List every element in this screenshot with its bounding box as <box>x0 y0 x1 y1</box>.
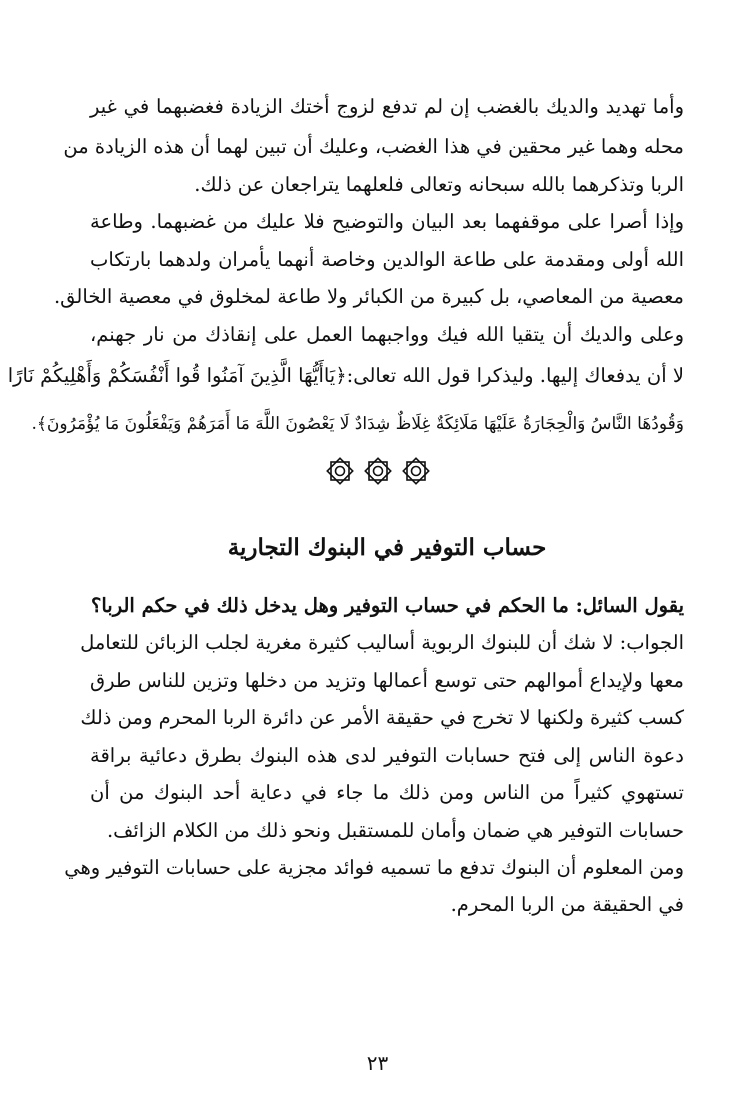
answer-line: تستهوي كثيراً من الناس ومن ذلك ما جاء في دعاية أحد البنوك من أن <box>90 781 684 804</box>
eight-point-star-icon <box>362 455 394 487</box>
answer-line: حسابات التوفير هي ضمان وأمان للمستقبل ونحو ذلك من الكلام الزائف. <box>106 819 684 842</box>
quran-verse-line: وَقُودُهَا النَّاسُ وَالْحِجَارَةُ عَلَيْهَا مَلَائِكَةٌ غِلَاظٌ شِدَادٌ لَا يَعْصُونَ اللَّهَ مَا أَمَرَهُمْ وَيَفْعَلُونَ مَا يُؤْمَرُونَ﴾. <box>31 414 684 434</box>
section-separator <box>0 455 755 495</box>
paragraph-line: وأما تهديد والديك بالغضب إن لم تدفع لزوج أختك الزيادة فغضبهما في غير <box>90 95 684 118</box>
eight-point-star-icon <box>324 455 356 487</box>
paragraph-line: وإذا أصرا على موقفهما بعد البيان والتوضيح فلا عليك من غضبهما. وطاعة <box>90 210 684 233</box>
eight-point-star-icon <box>400 455 432 487</box>
paragraph-line: ومن المعلوم أن البنوك تدفع ما تسميه فوائد مجزية على حسابات التوفير وهي <box>64 856 684 879</box>
paragraph-line: الربا وتذكرهما بالله سبحانه وتعالى فلعلهما يتراجعان عن ذلك. <box>194 173 684 196</box>
page-number: ٢٣ <box>366 1051 389 1075</box>
paragraph-line: لا أن يدفعاك إليها. وليذكرا قول الله تعالى:﴿يَاأَيُّهَا الَّذِينَ آمَنُوا قُوا أَنْفُسَكُمْ وَأَهْلِيكُمْ نَارًا <box>7 364 684 387</box>
answer-line: كسب كثيرة ولكنها لا تخرج في حقيقة الأمر عن دائرة الربا المحرم ومن ذلك <box>80 706 684 729</box>
paragraph-line: محله وهما غير محقين في هذا الغضب، وعليك أن تبين لهما أن هذه الزيادة من <box>63 135 684 158</box>
paragraph-line: معصية من المعاصي، بل كبيرة من الكبائر ولا طاعة لمخلوق في معصية الخالق. <box>53 285 684 308</box>
paragraph-line: وعلى والديك أن يتقيا الله فيك وواجبهما العمل على إنقاذك من نار جهنم، <box>90 323 684 346</box>
paragraph-line: الله أولى ومقدمة على طاعة الوالدين وخاصة أنهما يأمران ولدهما بارتكاب <box>90 248 684 271</box>
question-line: يقول السائل: ما الحكم في حساب التوفير وهل يدخل ذلك في حكم الربا؟ <box>91 594 684 617</box>
answer-line: الجواب: لا شك أن للبنوك الربوية أساليب كثيرة مغرية لجلب الزبائن للتعامل <box>80 631 684 654</box>
section-heading: حساب التوفير في البنوك التجارية <box>227 534 547 561</box>
answer-line: معها ولإيداع أموالهم حتى توسع أعمالها وتزيد من دخلها وتزين للناس طرق <box>90 669 684 692</box>
answer-line: دعوة الناس إلى فتح حسابات التوفير لدى هذه البنوك بطرق دعائية براقة <box>90 744 684 767</box>
paragraph-line: في الحقيقة من الربا المحرم. <box>450 893 684 916</box>
